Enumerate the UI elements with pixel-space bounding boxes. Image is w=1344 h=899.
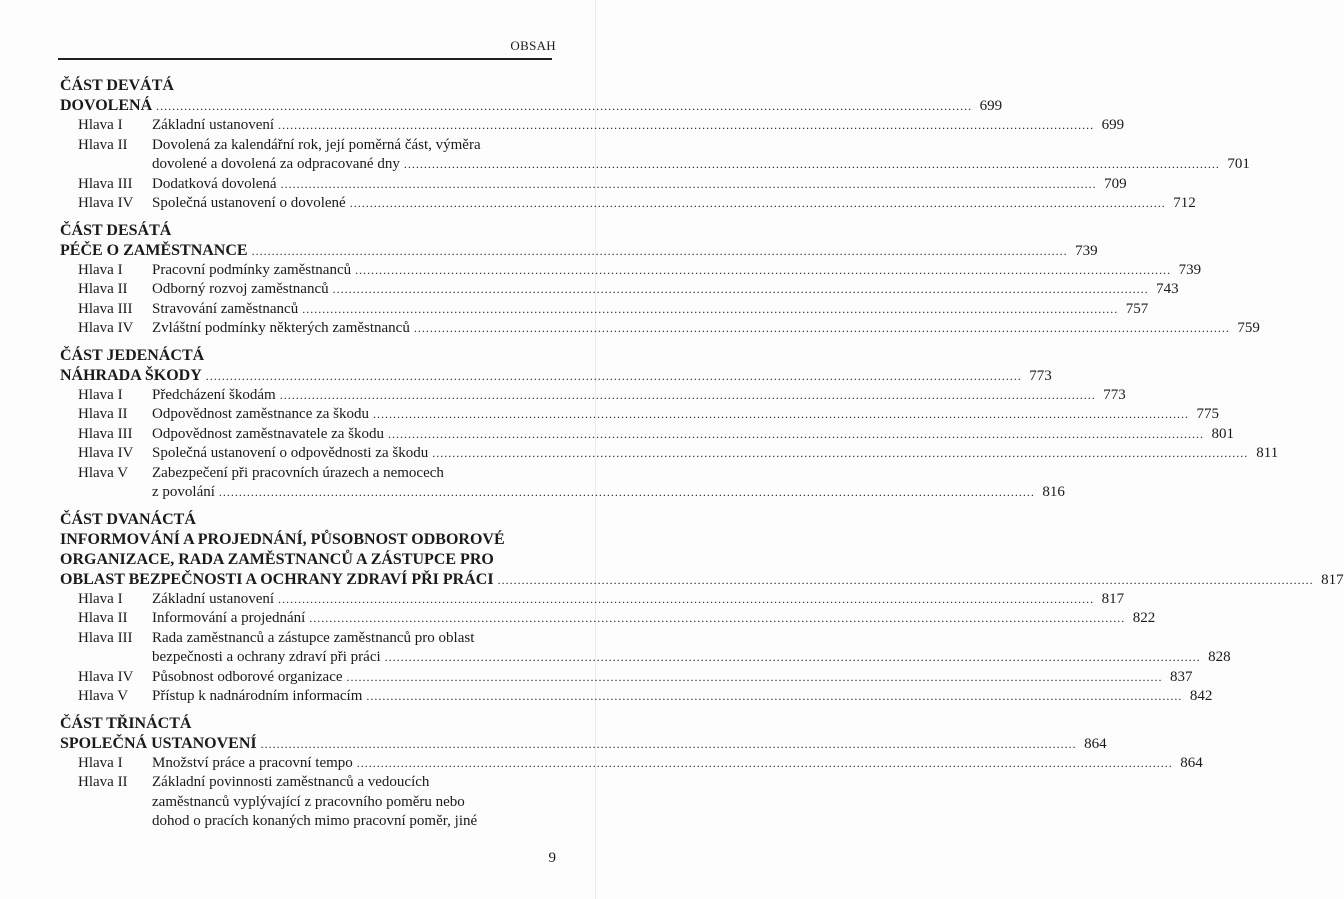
table-of-contents [60,76,1344,839]
chapter-title-text: Odpovědnost zaměstnance za škodu [152,406,370,422]
chapter-title-line [152,194,1196,214]
page-ref[interactable]: 743 [1156,281,1179,297]
chapter-title [152,754,1203,774]
dot-leader [498,570,1314,590]
dot-leader [252,241,1068,261]
part-label: ČÁST DESÁTÁ [60,221,172,239]
chapter-title-line [152,668,1193,688]
page-ref[interactable]: 828 [1208,649,1231,665]
chapter-title-text: Základní ustanovení [152,590,275,607]
chapter-title [152,773,552,832]
chapter-title-text: Odborný rozvoj zaměstnanců [152,281,329,297]
dot-leader [156,96,972,116]
chapter-title-text: bezpečnosti a ochrany zdraví při práci [152,649,381,665]
chapter-title [152,629,1231,668]
chapter-title-line [152,773,552,793]
dot-leader [219,483,1035,503]
chapter-title-line [152,754,1203,774]
dot-leader [302,300,1118,320]
chapter-title [152,590,1124,610]
page-ref[interactable]: 837 [1170,668,1193,685]
page-ref[interactable]: 822 [1132,610,1156,626]
part-title: INFORMOVÁNÍ A PROJEDNÁNÍ, PŮSOBNOST ODBOROVÉ [60,530,505,548]
running-header: OBSAH [510,38,556,53]
chapter-title-text: Předcházení škodám [152,386,276,403]
chapter-title [152,405,1219,425]
dot-leader [432,444,1248,464]
page-ref[interactable]: 817 [1321,571,1344,588]
toc-chapter[interactable] [60,773,552,832]
chapter-title-text: Dovolená za kalendářní rok, její poměrná část, výměra [152,136,481,153]
part-title-line [60,550,552,570]
chapter-title-line [152,793,552,813]
part-label: ČÁST JEDENÁCTÁ [60,346,205,364]
chapter-number: Hlava I [78,117,123,133]
chapter-title-line [152,425,1234,445]
chapter-number: Hlava II [78,774,128,790]
chapter-title-text: Společná ustanovení o odpovědnosti za škodu [152,445,429,461]
page-ref[interactable]: 816 [1042,484,1065,500]
page-ref[interactable]: 739 [1075,242,1098,259]
chapter-title [152,609,1155,629]
chapter-title-text: Odpovědnost zaměstnavatele za škodu [152,425,385,442]
chapter-title-line [152,687,1212,707]
chapter-number: Hlava IV [78,445,134,461]
toc-chapter[interactable] [60,194,1196,214]
chapter-title-text: Zabezpečení při pracovních úrazech a nemocech [152,464,444,481]
part-label: ČÁST DEVÁTÁ [60,77,174,94]
chapter-title-line [152,319,1260,339]
chapter-title-line [152,464,1065,484]
part-label: ČÁST TŘINÁCTÁ [60,714,192,732]
dot-leader [278,590,1094,610]
chapter-title [152,300,1148,320]
chapter-title-line [152,405,1219,425]
chapter-title-line [152,648,1231,668]
dot-leader [261,734,1077,754]
page-ref[interactable]: 842 [1189,688,1213,704]
chapter-title-text: Základní povinnosti zaměstnanců a vedoucích [152,774,430,790]
part-title-line [60,530,552,550]
chapter-title [152,194,1196,214]
chapter-title [152,319,1260,339]
chapter-number: Hlava III [78,175,133,192]
chapter-title-line [152,386,1126,406]
chapter-title [152,464,1065,503]
dot-leader [309,609,1125,629]
part-title: NÁHRADA ŠKODY [60,366,202,384]
chapter-title [152,444,1278,464]
part-label: ČÁST DVANÁCTÁ [60,510,196,528]
dot-leader [350,194,1166,214]
chapter-title-line [152,261,1201,281]
chapter-title-line [152,116,1124,136]
chapter-number: Hlava III [78,425,133,442]
chapter-title-text: z povolání [152,484,215,500]
toc-chapter[interactable] [60,754,1203,774]
part-title: PÉČE O ZAMĚSTNANCE [60,241,248,259]
dot-leader [388,425,1204,445]
page-ref[interactable]: 712 [1173,195,1196,211]
chapter-title-text: Množství práce a pracovní tempo [152,754,353,771]
part-title-line[interactable] [60,96,1003,116]
chapter-title-text: Dodatková dovolená [152,175,277,192]
dot-leader [206,366,1022,386]
toc-chapter[interactable] [60,319,1260,339]
toc-chapter[interactable] [60,136,1250,175]
chapter-title-text: Informování a projednání [152,610,306,626]
toc-chapter[interactable] [60,609,1156,629]
part-title: ORGANIZACE, RADA ZAMĚSTNANCŮ A ZÁSTUPCE PRO [60,550,494,568]
dot-leader [278,116,1094,136]
chapter-number: Hlava III [78,300,133,317]
dot-leader [281,175,1097,195]
chapter-title [152,261,1201,281]
part-title: DOVOLENÁ [60,97,153,114]
chapter-title-line [152,280,1179,300]
dot-leader [355,261,1171,281]
chapter-number: Hlava I [78,261,123,278]
toc-chapter[interactable] [60,261,1202,281]
page-ref[interactable]: 801 [1211,425,1235,442]
chapter-title-line [152,155,1250,175]
page-ref[interactable]: 699 [979,98,1003,114]
toc-part [60,221,1260,339]
chapter-title-line [152,629,1231,649]
chapter-title-line [152,483,1065,503]
dot-leader [373,405,1189,425]
dot-leader [414,319,1230,339]
chapter-number: Hlava IV [78,195,134,211]
chapter-number: Hlava II [78,610,128,626]
chapter-number: Hlava II [78,136,128,153]
chapter-title-text: Stravování zaměstnanců [152,300,299,317]
chapter-number: Hlava IV [78,668,134,685]
dot-leader [347,668,1163,688]
chapter-title-line [152,175,1127,195]
chapter-title [152,425,1234,445]
page-ref[interactable]: 709 [1104,175,1127,192]
part-title-line[interactable] [60,241,1098,261]
chapter-title-text: Pracovní podmínky zaměstnanců [152,261,352,278]
page-ref[interactable]: 811 [1256,445,1279,461]
toc-part [60,714,1203,832]
part-title-line[interactable] [60,366,1052,386]
toc-chapter[interactable] [60,687,1213,707]
toc-chapter[interactable] [60,116,1125,136]
page-ref[interactable]: 699 [1101,117,1125,133]
page-ref[interactable]: 773 [1029,367,1052,384]
toc-chapter[interactable] [60,464,1065,503]
chapter-number: Hlava II [78,281,128,297]
chapter-title [152,136,1250,175]
page-ref[interactable]: 701 [1227,156,1250,172]
page-ref[interactable]: 757 [1125,300,1149,317]
page-ref[interactable]: 864 [1084,735,1107,752]
chapter-title-line [152,136,1250,156]
chapter-title-line [152,300,1148,320]
chapter-number: Hlava I [78,754,123,771]
page-ref[interactable]: 759 [1237,320,1260,336]
toc-chapter[interactable] [60,590,1125,610]
chapter-title-text: Rada zaměstnanců a zástupce zaměstnanců pro oblast [152,629,475,646]
toc-chapter[interactable] [60,668,1193,688]
chapter-title [152,280,1179,300]
chapter-title-text: dovolené a dovolená za odpracované dny [152,156,400,172]
page-ref[interactable]: 773 [1103,386,1126,403]
toc-chapter[interactable] [60,300,1149,320]
dot-leader [333,280,1149,300]
toc-part [60,76,1250,214]
part-title: OBLAST BEZPEČNOSTI A OCHRANY ZDRAVÍ PŘI PRÁCI [60,570,494,588]
toc-part [60,510,1344,707]
chapter-title-line [152,444,1278,464]
chapter-title-text: Přístup k nadnárodním informacím [152,688,363,704]
toc-chapter[interactable] [60,280,1179,300]
chapter-title-line [152,590,1124,610]
dot-leader [357,754,1173,774]
page-ref[interactable]: 864 [1180,754,1203,771]
page-ref[interactable]: 739 [1178,261,1202,278]
chapter-title-text: Společná ustanovení o dovolené [152,195,346,211]
dot-leader [366,687,1182,707]
part-title-line[interactable] [60,570,1344,590]
dot-leader [280,386,1096,406]
chapter-title [152,386,1126,406]
toc-chapter[interactable] [60,386,1126,406]
chapter-title-text: dohod o pracích konaných mimo pracovní poměr, jiné [152,813,478,829]
toc-chapter[interactable] [60,405,1220,425]
toc-chapter[interactable] [60,629,1231,668]
header-rule [58,58,552,60]
toc-chapter[interactable] [60,175,1127,195]
chapter-title-line [152,812,552,832]
toc-chapter[interactable] [60,425,1235,445]
chapter-number: Hlava I [78,386,123,403]
chapter-number: Hlava I [78,590,123,607]
chapter-title [152,687,1212,707]
chapter-number: Hlava IV [78,320,134,336]
toc-part [60,346,1279,503]
chapter-title-line [152,609,1155,629]
page-number: 9 [548,850,556,866]
chapter-number: Hlava III [78,629,133,646]
dot-leader [404,155,1220,175]
chapter-title [152,116,1124,136]
part-title-line[interactable] [60,734,1107,754]
chapter-title [152,175,1127,195]
chapter-title-text: Zvláštní podmínky některých zaměstnanců [152,320,410,336]
part-title: SPOLEČNÁ USTANOVENÍ [60,734,257,752]
chapter-title [152,668,1193,688]
chapter-title-text: Základní ustanovení [152,117,275,133]
chapter-number: Hlava II [78,406,128,422]
page-ref[interactable]: 775 [1196,406,1220,422]
chapter-number: Hlava V [78,464,129,481]
dot-leader [385,648,1201,668]
chapter-title-text: Působnost odborové organizace [152,668,343,685]
chapter-title-text: zaměstnanců vyplývající z pracovního poměru nebo [152,793,465,810]
chapter-number: Hlava V [78,688,129,704]
page-ref[interactable]: 817 [1101,590,1125,607]
toc-chapter[interactable] [60,444,1279,464]
